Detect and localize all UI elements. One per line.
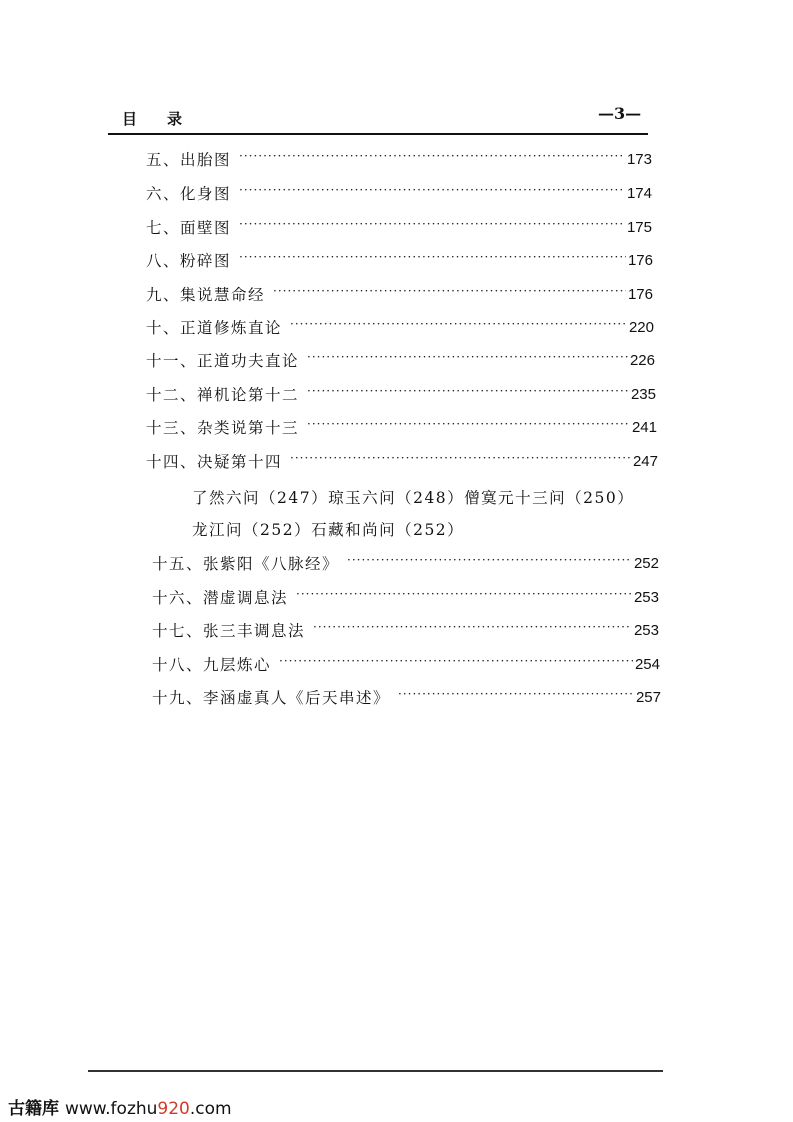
dot-leader xyxy=(239,146,625,172)
toc-entry-page: 252 xyxy=(633,554,659,572)
toc-entry xyxy=(146,381,656,407)
toc-entry xyxy=(146,347,655,373)
header-rule xyxy=(108,133,648,135)
toc-entry-title: 十六、潜虚调息法 xyxy=(152,589,289,607)
toc-entry xyxy=(146,414,657,440)
dot-leader xyxy=(239,180,625,206)
toc-entry-title: 十五、张紫阳《八脉经》 xyxy=(152,555,340,573)
toc-entry-title: 十三、杂类说第十三 xyxy=(146,419,300,437)
toc-entry-page: 220 xyxy=(628,318,654,336)
toc-entry xyxy=(146,448,658,474)
watermark-url xyxy=(65,1099,232,1119)
dot-leader xyxy=(239,214,625,240)
toc-entry-title: 七、面壁图 xyxy=(146,219,232,237)
dot-leader xyxy=(307,347,628,373)
toc-entry-page: 253 xyxy=(633,588,659,606)
toc-entry-page: 226 xyxy=(629,351,655,369)
toc-entry-page: 247 xyxy=(632,452,658,470)
dot-leader xyxy=(296,584,632,610)
dot-leader xyxy=(279,651,633,677)
toc-entry xyxy=(152,550,659,576)
toc-entry xyxy=(152,584,659,610)
toc-entry-title: 十八、九层炼心 xyxy=(152,656,272,674)
toc-entry-title: 十、正道修炼直论 xyxy=(146,319,283,337)
toc-entry-page: 257 xyxy=(635,688,661,706)
watermark-url-suffix: .com xyxy=(189,1099,232,1119)
toc-entry-page: 241 xyxy=(631,418,657,436)
toc-entry xyxy=(152,684,661,710)
toc-entry-page: 174 xyxy=(626,184,652,202)
toc-entry-title: 五、出胎图 xyxy=(146,151,232,169)
toc-entry-page: 176 xyxy=(627,285,653,303)
toc-entry xyxy=(146,146,652,172)
toc-entry-page: 235 xyxy=(630,385,656,403)
dot-leader xyxy=(307,414,630,440)
watermark-url-prefix: www.fozhu xyxy=(65,1099,158,1119)
watermark-brand: 古籍库 xyxy=(8,1099,59,1119)
toc-entry-page: 176 xyxy=(627,251,653,269)
toc-entry xyxy=(146,314,654,340)
toc-entry xyxy=(152,617,659,643)
toc-entry-title: 六、化身图 xyxy=(146,185,232,203)
dot-leader xyxy=(313,617,632,643)
toc-entry-page: 175 xyxy=(626,218,652,236)
dot-leader xyxy=(307,381,629,407)
page-bottom-rule xyxy=(88,1070,663,1072)
toc-entry-title: 九、集说慧命经 xyxy=(146,286,266,304)
toc-entry-title: 八、粉碎图 xyxy=(146,252,232,270)
toc-entry-title: 十九、李涵虚真人《后天串述》 xyxy=(152,689,391,707)
page-header-title: 目录 xyxy=(122,110,213,128)
toc-entry xyxy=(146,281,653,307)
dot-leader xyxy=(273,281,626,307)
toc-entry xyxy=(146,247,653,273)
toc-entry-page: 173 xyxy=(626,150,652,168)
toc-entry-title: 十一、正道功夫直论 xyxy=(146,352,300,370)
dot-leader xyxy=(290,448,631,474)
site-watermark xyxy=(8,1094,232,1119)
toc-entry xyxy=(146,180,652,206)
dot-leader xyxy=(290,314,627,340)
toc-entry-title: 十七、张三丰调息法 xyxy=(152,622,306,640)
toc-entry-page: 253 xyxy=(633,621,659,639)
sub-entry-line: 了然六问（247）琼玉六问（248）僧寞元十三问（250） xyxy=(192,489,635,507)
sub-entry-line: 龙江问（252）石藏和尚问（252） xyxy=(192,521,465,539)
toc-entry-title: 十二、禅机论第十二 xyxy=(146,386,300,404)
dot-leader xyxy=(398,684,634,710)
dot-leader xyxy=(239,247,626,273)
toc-entry-page: 254 xyxy=(634,655,660,673)
toc-entry xyxy=(152,651,660,677)
dot-leader xyxy=(347,550,632,576)
page-number: —3— xyxy=(598,104,642,123)
watermark-url-number: 920 xyxy=(157,1099,190,1119)
toc-entry-title: 十四、决疑第十四 xyxy=(146,453,283,471)
toc-entry xyxy=(146,214,652,240)
